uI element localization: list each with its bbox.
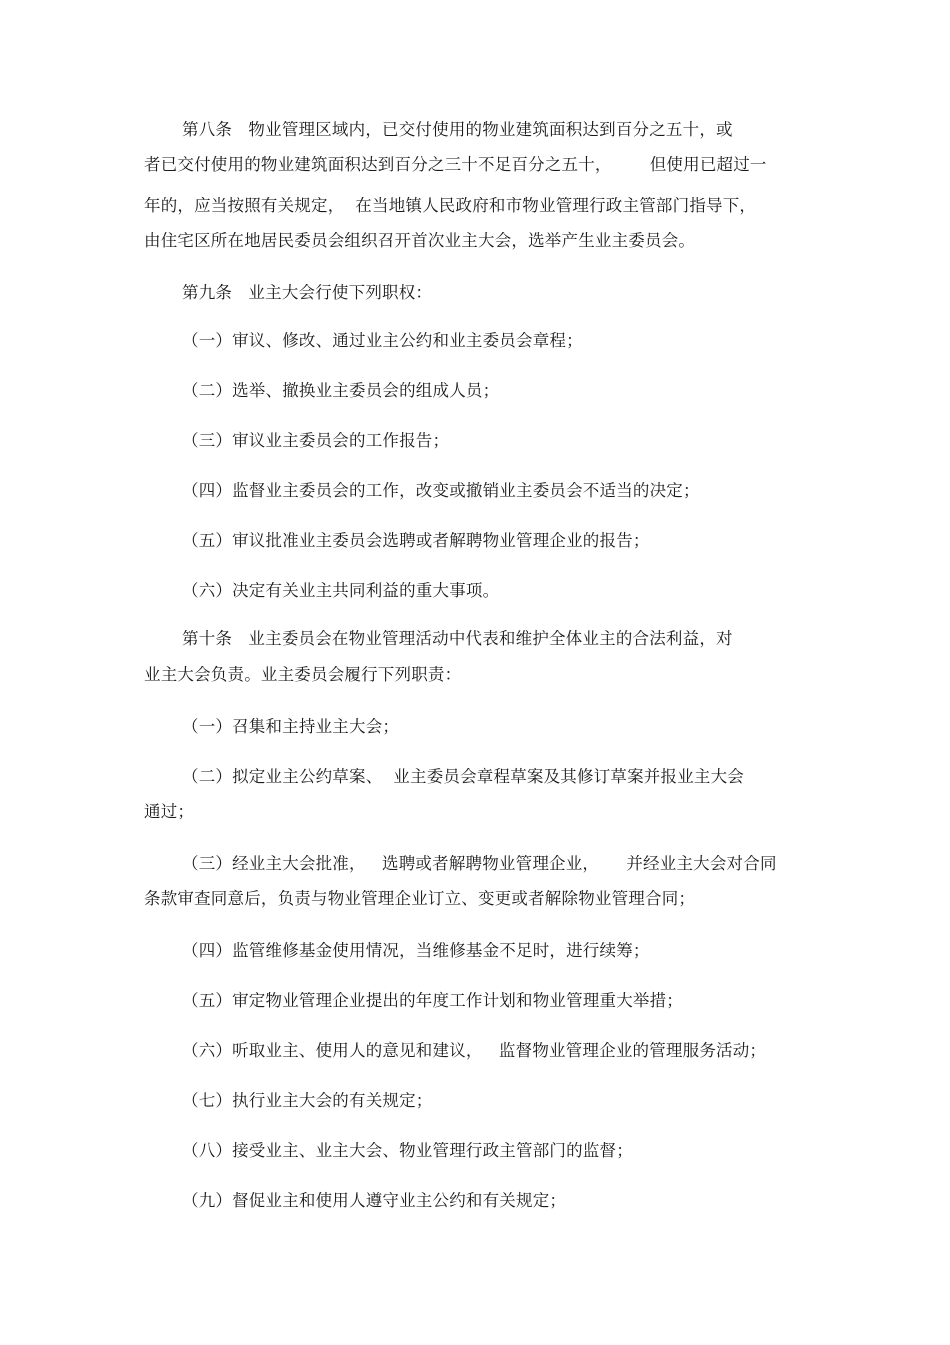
- article10-item1: （一）召集和主持业主大会；: [182, 717, 400, 736]
- article10-item2-line2: 通过；: [144, 802, 195, 821]
- article9-item5: （五）审议批准业主委员会选聘或者解聘物业管理企业的报告；: [182, 531, 650, 550]
- article10-line1: 第十条 业主委员会在物业管理活动中代表和维护全体业主的合法利益，对: [182, 629, 733, 648]
- article8-line1: 第八条 物业管理区域内，已交付使用的物业建筑面积达到百分之五十，或: [182, 120, 733, 139]
- article9-item1: （一）审议、修改、通过业主公约和业主委员会章程；: [182, 331, 583, 350]
- article9-heading: 第九条 业主大会行使下列职权：: [182, 283, 433, 302]
- article10-item9: （九）督促业主和使用人遵守业主公约和有关规定；: [182, 1191, 567, 1210]
- article10-item5: （五）审定物业管理企业提出的年度工作计划和物业管理重大举措；: [182, 991, 683, 1010]
- article10-item7: （七）执行业主大会的有关规定；: [182, 1091, 433, 1110]
- article10-item8: （八）接受业主、业主大会、物业管理行政主管部门的监督；: [182, 1141, 633, 1160]
- article10-line2: 业主大会负责。业主委员会履行下列职责：: [144, 665, 462, 684]
- article8-line3: 年的，应当按照有关规定， 在当地镇人民政府和市物业管理行政主管部门指导下，: [144, 196, 757, 215]
- article9-item2: （二）选举、撤换业主委员会的组成人员；: [182, 381, 500, 400]
- article9-item3: （三）审议业主委员会的工作报告；: [182, 431, 450, 450]
- article10-item3-line2: 条款审查同意后，负责与物业管理企业订立、变更或者解除物业管理合同；: [144, 889, 696, 908]
- article10-item6: （六）听取业主、使用人的意见和建议， 监督物业管理企业的管理服务活动；: [182, 1041, 767, 1060]
- article9-item6: （六）决定有关业主共同利益的重大事项。: [182, 581, 500, 600]
- article8-line2: 者已交付使用的物业建筑面积达到百分之三十不足百分之五十， 但使用已超过一: [144, 155, 767, 174]
- article9-item4: （四）监督业主委员会的工作，改变或撤销业主委员会不适当的决定；: [182, 481, 700, 500]
- article10-item4: （四）监管维修基金使用情况，当维修基金不足时，进行续筹；: [182, 941, 650, 960]
- article10-item3-line1: （三）经业主大会批准， 选聘或者解聘物业管理企业， 并经业主大会对合同: [182, 854, 777, 873]
- article10-item2-line1: （二）拟定业主公约草案、 业主委员会章程草案及其修订草案并报业主大会: [182, 767, 744, 786]
- article8-line4: 由住宅区所在地居民委员会组织召开首次业主大会，选举产生业主委员会。: [144, 231, 696, 250]
